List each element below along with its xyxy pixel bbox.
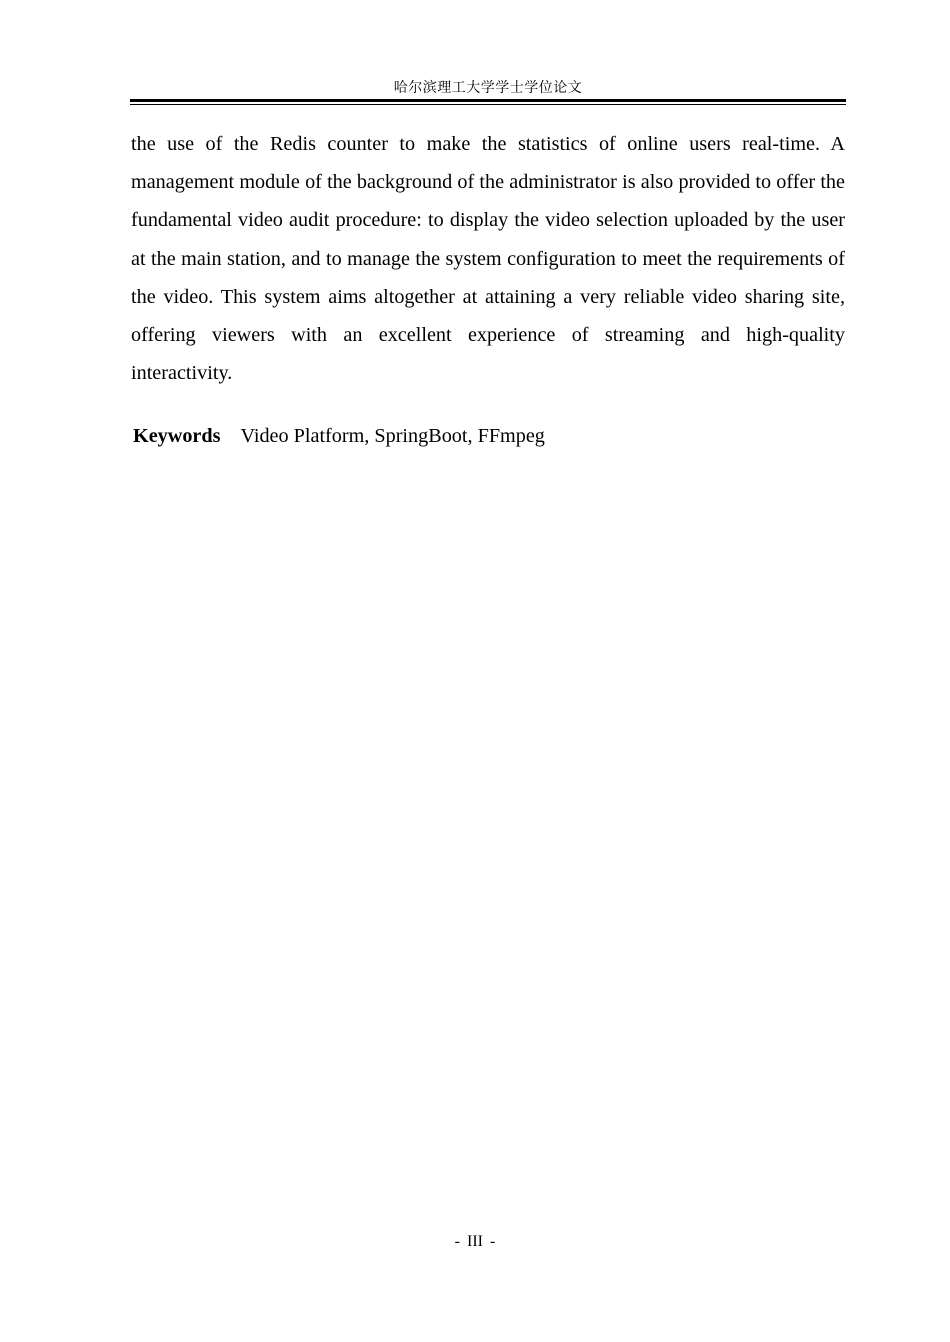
abstract-paragraph: the use of the Redis counter to make the statistics of online users real-time. A management module of the background of the administrator is also provided to offer the fundamental video audit procedure: to display the video selection uploaded by the user at the main station, and to manage the system configuration to meet the requirements of the video. This system aims altogether at attaining a very reliable video sharing site, offering viewers with an excellent experience of streaming and high-quality interactivity.	[131, 133, 845, 385]
keywords-label: Keywords	[133, 425, 221, 447]
header-rule-thin	[130, 104, 846, 105]
header-rule-thick	[130, 99, 846, 102]
keywords-value: Video Platform, SpringBoot, FFmpeg	[240, 425, 545, 447]
running-header: 哈尔滨理工大学学士学位论文	[393, 80, 583, 96]
keywords-line	[133, 420, 845, 452]
page-number: - III -	[454, 1233, 496, 1250]
